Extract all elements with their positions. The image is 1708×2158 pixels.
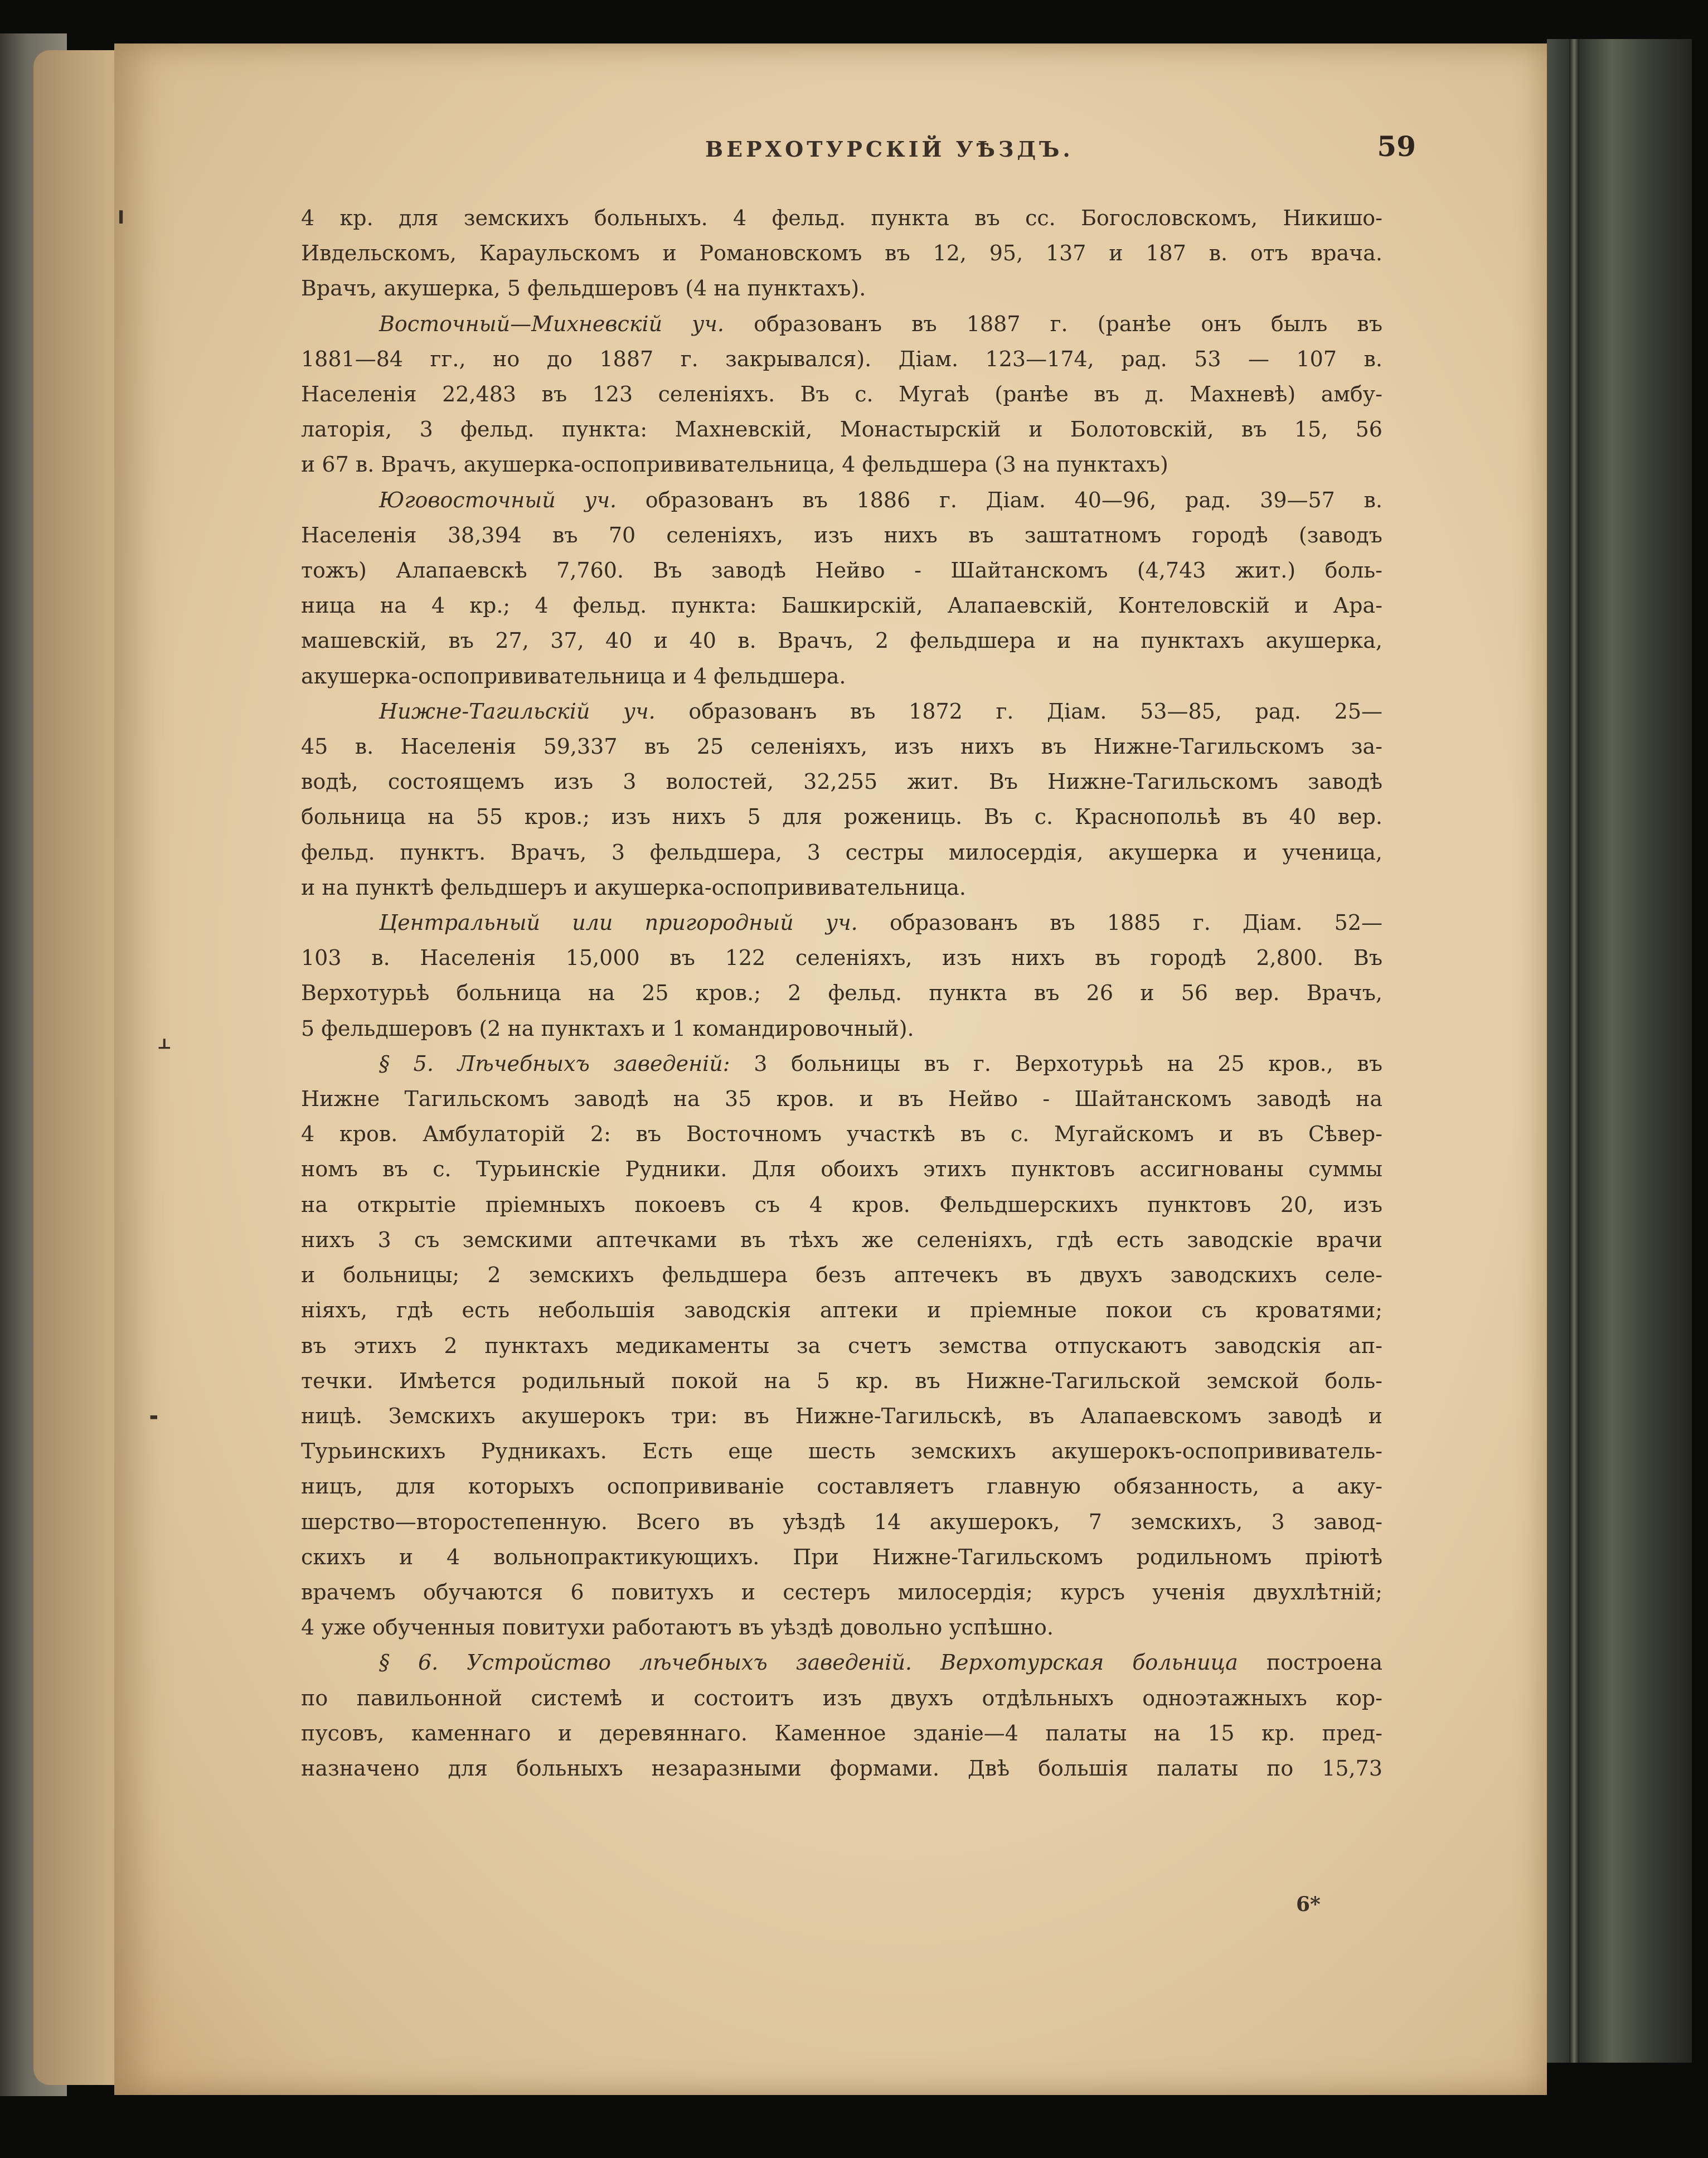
text-line: Населенія 38,394 въ 70 селеніяхъ, изъ нихъ въ заштатномъ городѣ (заводъ [301,522,1382,547]
text-line: Нижне Тагильскомъ заводѣ на 35 кров. и въ Нейво - Шайтанскомъ заводѣ на [301,1087,1382,1112]
text-line: нихъ 3 съ земскими аптечками въ тѣхъ же селеніяхъ, гдѣ есть заводскіе врачи [301,1227,1382,1252]
text-line: течки. Имѣется родильный покой на 5 кр. въ Нижне-Тагильской земской боль- [301,1368,1382,1393]
margin-mark: ᚆ [159,1034,170,1060]
text-line: по павильонной системѣ и состоитъ изъ двухъ отдѣльныхъ одноэтажныхъ кор- [301,1685,1382,1710]
text-line: ніяхъ, гдѣ есть небольшія заводскія аптеки и пріемные покои съ кроватями; [301,1298,1382,1323]
text-line: Восточный—Михневскій уч. образованъ въ 1887 г. (ранѣе онъ былъ въ [379,311,1382,336]
body-text [301,201,1382,1786]
text-line: 45 в. Населенія 59,337 въ 25 селеніяхъ, изъ нихъ въ Нижне-Тагильскомъ за- [301,734,1382,759]
text-line: 103 в. Населенія 15,000 въ 122 селеніяхъ, изъ нихъ въ городѣ 2,800. Въ [301,945,1382,971]
text-line: на открытіе пріемныхъ покоевъ съ 4 кров. Фельдшерскихъ пунктовъ 20, изъ [301,1192,1382,1217]
text-line: § 6. Устройство лѣчебныхъ заведеній. Верхотурская больница построена [379,1650,1382,1675]
book-binding-edge [1547,39,1692,2063]
text-line: въ этихъ 2 пунктахъ медикаменты за счетъ земства отпускаютъ заводскія ап- [301,1333,1382,1358]
running-head: ВЕРХОТУРСКІЙ УѢЗДЪ. [705,137,1074,162]
text-line: и больницы; 2 земскихъ фельдшера безъ аптечекъ въ двухъ заводскихъ селе- [301,1263,1382,1288]
text-line: латорія, 3 фельд. пункта: Махневскій, Монастырскій и Болотовскій, въ 15, 56 [301,417,1382,442]
text-line: 4 уже обученныя повитухи работаютъ въ уѣздѣ довольно успѣшно. [301,1615,1054,1640]
text-line: тожъ) Алапаевскѣ 7,760. Въ заводѣ Нейво - Шайтанскомъ (4,743 жит.) боль- [301,558,1382,583]
text-line: ница на 4 кр.; 4 фельд. пункта: Башкирскій, Алапаевскій, Контеловскій и Ара- [301,593,1382,618]
margin-mark: ╸ [151,1405,164,1430]
text-line: Турьинскихъ Рудникахъ. Есть еще шесть земскихъ акушерокъ-оспопрививатель- [301,1439,1382,1464]
text-line: пусовъ, каменнаго и деревяннаго. Каменное зданіе—4 палаты на 15 кр. пред- [301,1720,1382,1745]
text-line: водѣ, состоящемъ изъ 3 волостей, 32,255 жит. Въ Нижне-Тагильскомъ заводѣ [301,769,1382,794]
text-line: ницъ, для которыхъ оспопрививаніе составляетъ главную обязанность, а аку- [301,1474,1382,1499]
text-line: назначено для больныхъ незаразными формами. Двѣ большія палаты по 15,73 [301,1756,1382,1781]
text-line: фельд. пунктъ. Врачъ, 3 фельдшера, 3 сестры милосердія, акушерка и ученица, [301,840,1382,865]
text-line: и на пунктѣ фельдшеръ и акушерка-оспопрививательница. [301,875,966,900]
signature-mark: 6* [1296,1893,1321,1916]
text-line: шерство—второстепенную. Всего въ уѣздѣ 14 акушерокъ, 7 земскихъ, 3 завод- [301,1509,1382,1534]
text-line: Юговосточный уч. образованъ въ 1886 г. Діам. 40—96, рад. 39—57 в. [379,487,1382,512]
text-line: акушерка-оспопрививательница и 4 фельдшера. [301,663,846,688]
text-line: врачемъ обучаются 6 повитухъ и сестеръ милосердія; курсъ ученія двухлѣтній; [301,1579,1382,1604]
text-line: больница на 55 кров.; изъ нихъ 5 для рожениць. Въ с. Краснопольѣ въ 40 вер. [301,804,1382,830]
text-line: 5 фельдшеровъ (2 на пунктахъ и 1 командировочный). [301,1016,914,1041]
text-line: номъ въ с. Турьинскіе Рудники. Для обоихъ этихъ пунктовъ ассигнованы суммы [301,1157,1382,1182]
text-line: ницѣ. Земскихъ акушерокъ три: въ Нижне-Тагильскѣ, въ Алапаевскомъ заводѣ и [301,1403,1382,1428]
page-number: 59 [1377,130,1416,163]
text-line: Врачъ, акушерка, 5 фельдшеровъ (4 на пунктахъ). [301,276,866,301]
text-line: Населенія 22,483 въ 123 селеніяхъ. Въ с. Мугаѣ (ранѣе въ д. Махневѣ) амбу- [301,382,1382,407]
text-line: Нижне-Тагильскій уч. образованъ въ 1872 г. Діам. 53—85, рад. 25— [379,699,1382,724]
text-line: Верхотурьѣ больница на 25 кров.; 2 фельд. пункта въ 26 и 56 вер. Врачъ, [301,981,1382,1006]
text-line: и 67 в. Врачъ, акушерка-оспопрививательница, 4 фельдшера (3 на пунктахъ) [301,452,1168,477]
text-line: § 5. Лѣчебныхъ заведеній: 3 больницы въ г. Верхотурьѣ на 25 кров., въ [379,1051,1382,1076]
text-line: скихъ и 4 вольнопрактикующихъ. При Нижне-Тагильскомъ родильномъ пріютѣ [301,1544,1382,1569]
text-line: 4 кров. Амбулаторій 2: въ Восточномъ участкѣ въ с. Мугайскомъ и въ Сѣвер- [301,1122,1382,1147]
margin-mark: ╻ [114,198,128,224]
text-line: Ивдельскомъ, Караульскомъ и Романовскомъ въ 12, 95, 137 и 187 в. отъ врача. [301,241,1382,266]
text-line: 4 кр. для земскихъ больныхъ. 4 фельд. пункта въ сс. Богословскомъ, Никишо- [301,206,1382,230]
text-line: 1881—84 гг., но до 1887 г. закрывался). Діам. 123—174, рад. 53 — 107 в. [301,346,1382,371]
text-line: машевскій, въ 27, 37, 40 и 40 в. Врачъ, 2 фельдшера и на пунктахъ акушерка, [301,628,1382,653]
page-header [301,130,1416,170]
text-line: Центральный или пригородный уч. образованъ въ 1885 г. Діам. 52— [379,910,1382,935]
